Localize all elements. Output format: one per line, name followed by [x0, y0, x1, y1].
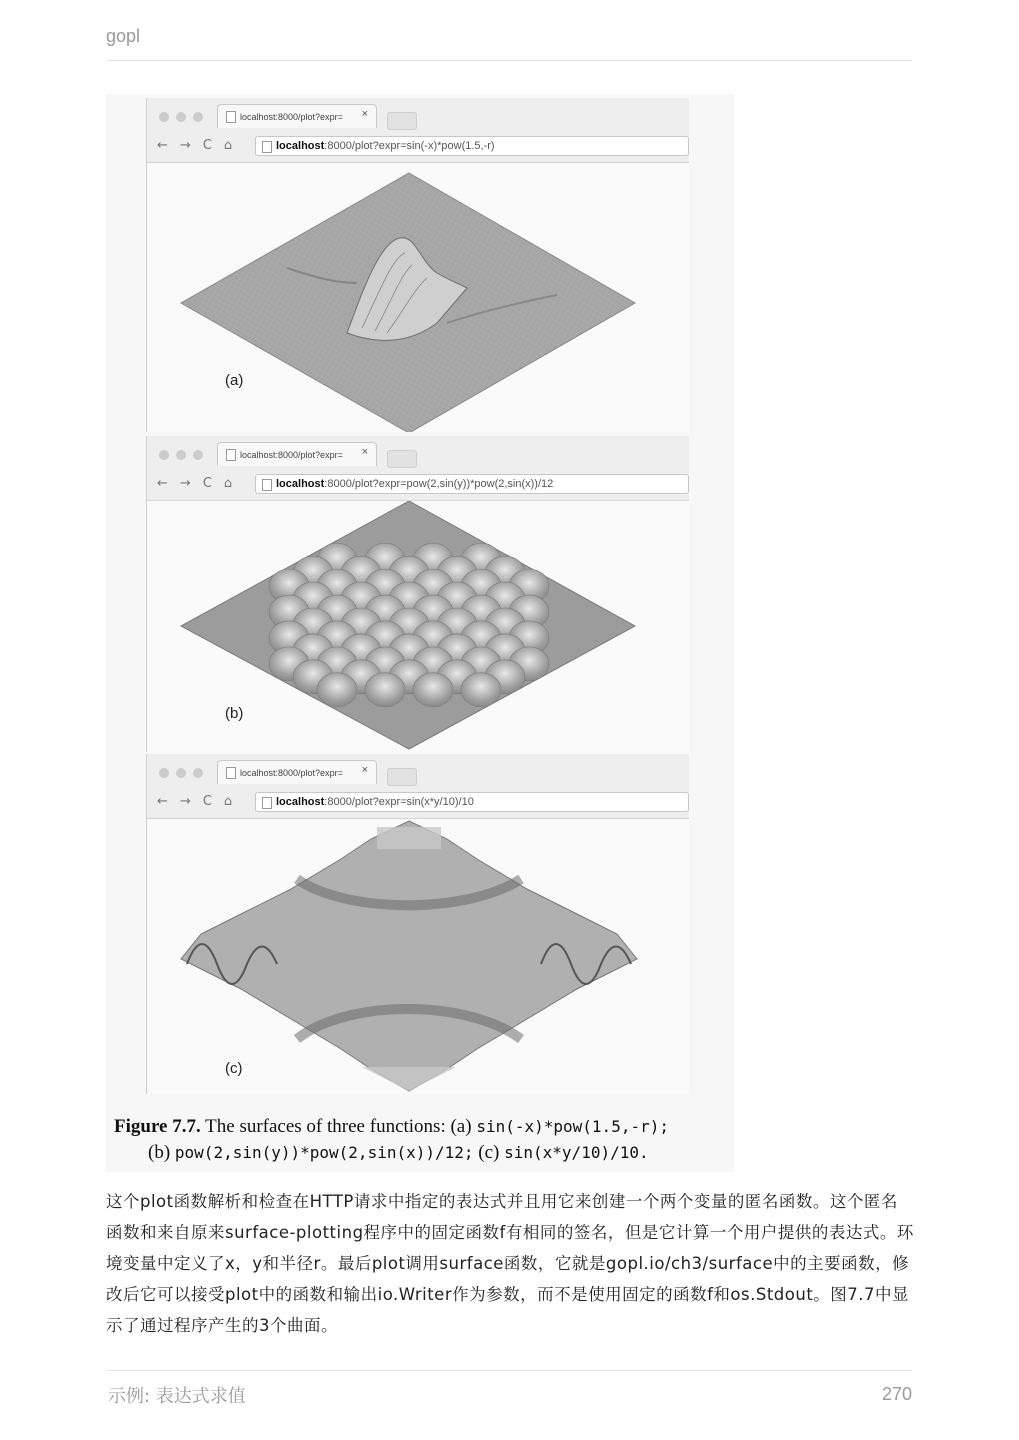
document-icon	[226, 111, 236, 123]
new-tab-button[interactable]	[387, 450, 417, 468]
address-bar[interactable]	[255, 474, 689, 494]
url-host: localhost	[276, 796, 325, 808]
caption-text-b: (b)	[148, 1142, 171, 1163]
url-host: localhost	[276, 140, 325, 152]
home-icon[interactable]: ⌂	[223, 138, 233, 153]
home-icon[interactable]: ⌂	[223, 794, 233, 809]
page-icon	[262, 797, 272, 809]
back-icon[interactable]: ←	[157, 794, 168, 809]
tab-label: localhost:8000/plot?expr=	[240, 449, 343, 460]
panel-label-c: (c)	[225, 1060, 243, 1077]
new-tab-button[interactable]	[387, 768, 417, 786]
panel-label-a: (a)	[225, 372, 244, 389]
page-icon	[262, 141, 272, 153]
browser-tab[interactable]	[217, 104, 377, 128]
surface-bump	[317, 673, 357, 707]
close-icon[interactable]: ×	[361, 764, 368, 776]
window-controls	[159, 768, 203, 778]
url-path: :8000/plot?expr=sin(-x)*pow(1.5,-r)	[324, 140, 495, 152]
url-path: :8000/plot?expr=pow(2,sin(y))*pow(2,sin(x))/12	[324, 478, 554, 490]
browser-chrome	[147, 98, 689, 163]
url-host: localhost	[276, 478, 325, 490]
surface-bump	[365, 673, 405, 707]
running-header-title: gopl	[106, 26, 141, 46]
reload-icon[interactable]: C	[202, 138, 212, 153]
forward-icon[interactable]: →	[179, 476, 191, 491]
browser-panel-b	[146, 436, 689, 752]
address-bar[interactable]	[255, 136, 689, 156]
new-tab-button[interactable]	[387, 112, 417, 130]
nav-buttons	[157, 138, 232, 153]
surface-plot-c	[147, 819, 689, 1094]
nav-buttons	[157, 476, 232, 491]
surface-bump	[461, 673, 501, 707]
footer-section-title: 示例: 表达式求值	[108, 1386, 246, 1407]
browser-panel-c	[146, 754, 689, 1094]
back-icon[interactable]: ←	[157, 138, 168, 153]
page-icon	[262, 479, 272, 491]
browser-panel-a	[146, 98, 689, 432]
tab-label: localhost:8000/plot?expr=	[240, 767, 343, 778]
document-icon	[226, 449, 236, 461]
surface-plot-a	[147, 163, 689, 432]
browser-tab[interactable]	[217, 760, 377, 784]
figure-7-7	[106, 94, 734, 1172]
caption-text-c: (c)	[478, 1142, 500, 1163]
document-icon	[226, 767, 236, 779]
browser-tab[interactable]	[217, 442, 377, 466]
caption-code-c: sin(x*y/10)/10.	[504, 1143, 649, 1162]
window-controls	[159, 450, 203, 460]
figure-caption	[114, 1114, 734, 1166]
forward-icon[interactable]: →	[179, 138, 191, 153]
footer-divider	[106, 1370, 912, 1371]
surface-bump	[413, 673, 453, 707]
window-controls	[159, 112, 203, 122]
address-bar[interactable]	[255, 792, 689, 812]
nav-buttons	[157, 794, 232, 809]
url-path: :8000/plot?expr=sin(x*y/10)/10	[324, 796, 474, 808]
surface-bumps	[269, 543, 549, 707]
forward-icon[interactable]: →	[179, 794, 191, 809]
browser-chrome	[147, 754, 689, 819]
reload-icon[interactable]: C	[202, 794, 212, 809]
browser-chrome	[147, 436, 689, 501]
page-number: 270	[881, 1384, 912, 1404]
body-paragraph: 这个plot函数解析和检查在HTTP请求中指定的表达式并且用它来创建一个两个变量的匿名函数。这个匿名函数和来自原来surface-plotting程序中的固定函数f有相同的签名，但是它计算一个用户提供的表达式。环境变量中定义了x，y和半径r。最后plot调用surface函数，它就是gopl.io/ch3/surface中的主要函数，修改后它可以接受plot中的函数和输出io.Writer作为参数，而不是使用固定的函数f和os.Stdout。图7.7中显示了通过程序产生的3个曲面。	[106, 1192, 914, 1335]
close-icon[interactable]: ×	[361, 108, 368, 120]
home-icon[interactable]: ⌂	[223, 476, 233, 491]
caption-text-a: The surfaces of three functions: (a)	[205, 1116, 472, 1137]
close-icon[interactable]: ×	[361, 446, 368, 458]
caption-code-a: sin(-x)*pow(1.5,-r);	[476, 1117, 669, 1136]
reload-icon[interactable]: C	[202, 476, 212, 491]
tab-label: localhost:8000/plot?expr=	[240, 111, 343, 122]
panel-label-b: (b)	[225, 705, 244, 722]
caption-label: Figure 7.7.	[114, 1116, 201, 1137]
header-divider	[106, 60, 912, 61]
back-icon[interactable]: ←	[157, 476, 168, 491]
caption-code-b: pow(2,sin(y))*pow(2,sin(x))/12;	[174, 1143, 474, 1162]
